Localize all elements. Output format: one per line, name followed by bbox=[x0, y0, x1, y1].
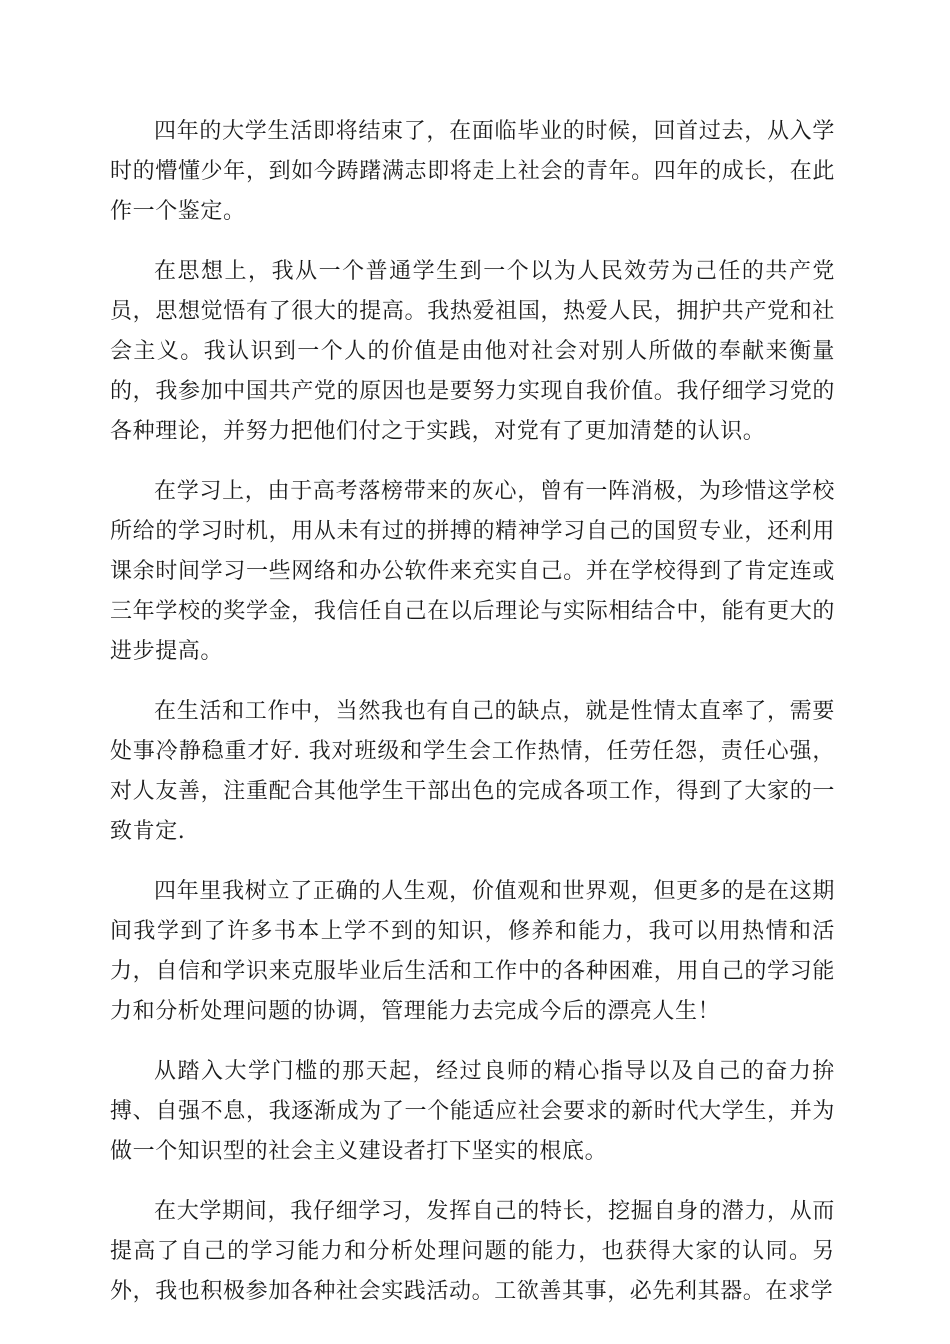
paragraph-ideology: 在思想上，我从一个普通学生到一个以为人民效劳为己任的共产党员，思想觉悟有了很大的提高。我热爱祖国，热爱人民，拥护共产党和社会主义。我认识到一个人的价值是由他对社会对别人所做的奉献来衡量的，我参加中国共产党的原因也是要努力实现自我价值。我仔细学习党的各种理论，并努力把他们付之于实践，对党有了更加清楚的认识。 bbox=[110, 259, 835, 444]
paragraph-life-work: 在生活和工作中，当然我也有自己的缺点，就是性情太直率了，需要处事冷静稳重才好. 我对班级和学生会工作热情，任劳任怨，责任心强，对人友善，注重配合其他学生干部出色的完成各项工作，得到了大家的一致肯定. bbox=[110, 699, 835, 844]
document-body bbox=[110, 112, 835, 1332]
paragraph-values: 四年里我树立了正确的人生观，价值观和世界观，但更多的是在这期间我学到了许多书本上学不到的知识，修养和能力，我可以用热情和活力，自信和学识来克服毕业后生活和工作中的各种困难，用自己的学习能力和分析处理问题的协调，管理能力去完成今后的漂亮人生！ bbox=[110, 879, 835, 1024]
paragraph-graduation-intro: 四年的大学生活即将结束了，在面临毕业的时候，回首过去，从入学时的懵懂少年，到如今踌躇满志即将走上社会的青年。四年的成长，在此作一个鉴定。 bbox=[110, 119, 835, 224]
paragraph-university-period: 在大学期间，我仔细学习，发挥自己的特长，挖掘自身的潜力，从而提高了自己的学习能力和分析处理问题的能力，也获得大家的认同。另外，我也积极参加各种社会实践活动。工欲善其事，必先利其器。在求学 bbox=[110, 1199, 835, 1304]
paragraph-growth: 从踏入大学门槛的那天起，经过良师的精心指导以及自己的奋力拚搏、自强不息，我逐渐成为了一个能适应社会要求的新时代大学生，并为做一个知识型的社会主义建设者打下坚实的根底。 bbox=[110, 1059, 835, 1164]
paragraph-study: 在学习上，由于高考落榜带来的灰心，曾有一阵消极，为珍惜这学校所给的学习时机，用从未有过的拼搏的精神学习自己的国贸专业，还利用课余时间学习一些网络和办公软件来充实自己。并在学校得到了肯定连或三年学校的奖学金，我信任自己在以后理论与实际相结合中，能有更大的进步提高。 bbox=[110, 479, 835, 664]
